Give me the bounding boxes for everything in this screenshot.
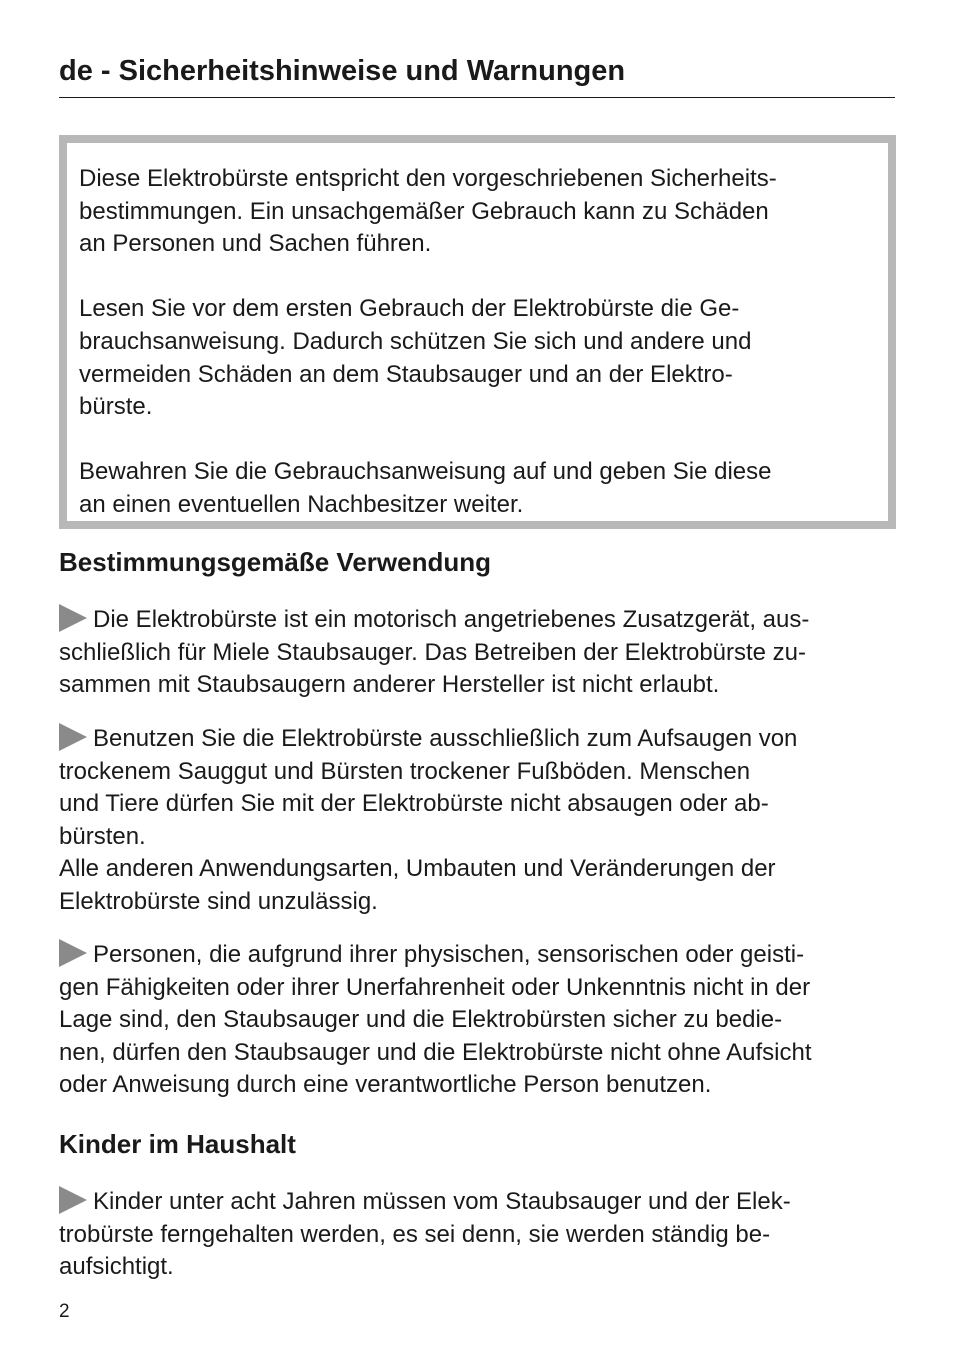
notice-paragraph [79,293,878,423]
safety-notice-box [59,135,896,529]
triangle-right-icon [59,939,87,967]
text-line: nen, dürfen den Staubsauger und die Elektrobürste nicht ohne Aufsicht [59,1038,812,1066]
bullet-item [59,1186,899,1284]
text-segment: Kinder unter acht Jahren müssen vom Staubsauger und der Elek- [93,1188,791,1215]
text-line: Lesen Sie vor dem ersten Gebrauch der Elektrobürste die Ge- [79,295,740,323]
text-line [59,939,899,972]
page-title: de - Sicherheitshinweise und Warnungen [59,55,626,87]
text-line [59,604,899,637]
text-line: Lage sind, den Staubsauger und die Elektrobürsten sicher zu bedie- [59,1006,783,1034]
text-line: Alle anderen Anwendungsarten, Umbauten und Veränderungen der [59,855,776,883]
text-segment: Benutzen Sie die Elektrobürste ausschließlich zum Aufsaugen von [93,725,798,752]
section-heading-children: Kinder im Haushalt [59,1129,296,1159]
title-rule [59,97,895,98]
text-line: Elektrobürste sind unzulässig. [59,887,378,915]
text-line [59,1186,899,1219]
text-line: gen Fähigkeiten oder ihrer Unerfahrenheit oder Unkenntnis nicht in der [59,973,811,1001]
text-line: bürste. [79,393,153,421]
text-line: bürsten. [59,822,146,850]
section-heading-intended-use: Bestimmungsgemäße Verwendung [59,547,491,577]
triangle-right-icon [59,604,87,632]
notice-paragraph [79,163,878,261]
text-line: schließlich für Miele Staubsauger. Das Betreiben der Elektrobürste zu- [59,638,807,666]
text-line: brauchsanweisung. Dadurch schützen Sie sich und andere und [79,327,752,355]
text-line: trobürste ferngehalten werden, es sei denn, sie werden ständig be- [59,1220,771,1248]
text-line: vermeiden Schäden an dem Staubsauger und an der Elektro- [79,360,733,388]
triangle-right-icon [59,723,87,751]
text-line: an Personen und Sachen führen. [79,230,432,258]
text-segment: Die Elektrobürste ist ein motorisch angetriebenes Zusatzgerät, aus- [93,606,810,633]
bullet-item [59,604,899,702]
triangle-right-icon [59,1186,87,1214]
page-number: 2 [59,1301,70,1322]
bullet-item [59,939,899,1102]
text-line: aufsichtigt. [59,1253,174,1281]
text-line: an einen eventuellen Nachbesitzer weiter. [79,490,524,518]
text-line: sammen mit Staubsaugern anderer Hersteller ist nicht erlaubt. [59,671,720,699]
text-line: oder Anweisung durch eine verantwortliche Person benutzen. [59,1071,712,1099]
bullet-item [59,723,899,919]
text-segment: Personen, die aufgrund ihrer physischen, sensorischen oder geisti- [93,941,805,968]
text-line: Bewahren Sie die Gebrauchsanweisung auf und geben Sie diese [79,458,772,486]
text-line: Diese Elektrobürste entspricht den vorgeschriebenen Sicherheits- [79,165,777,192]
notice-paragraph [79,456,878,521]
text-line: trockenem Sauggut und Bürsten trockener Fußböden. Menschen [59,757,751,785]
text-line [59,723,899,756]
text-line: bestimmungen. Ein unsachgemäßer Gebrauch kann zu Schäden [79,197,769,225]
text-line: und Tiere dürfen Sie mit der Elektrobürste nicht absaugen oder ab- [59,790,769,818]
